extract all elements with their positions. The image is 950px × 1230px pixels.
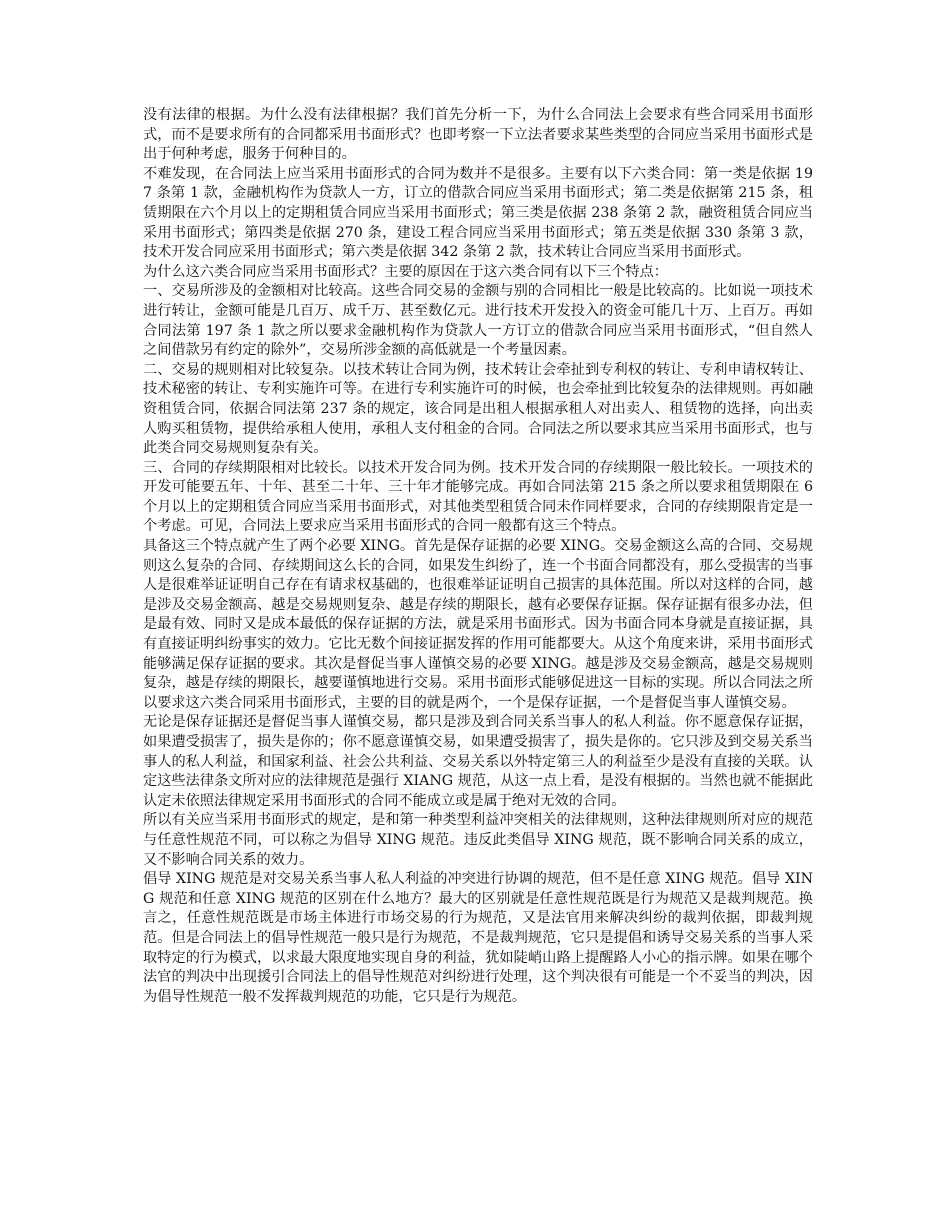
document-body [143,106,813,1007]
paragraph-advocacy-norm: 所以有关应当采用书面形式的规定，是和第一种类型利益冲突相关的法律规则，这种法律规则所对应的规范与任意性规范不同，可以称之为倡导 XING 规范。违反此类倡导 XING 规范，既不影响合同关系的成立，又不影响合同关系的效力。 [143,812,813,868]
paragraph-feature-one: 一、交易所涉及的金额相对比较高。这些合同交易的金额与别的合同相比一般是比较高的。比如说一项技术进行转让，金额可能是几百万、成千万、甚至数亿元。进行技术开发投入的资金可能几十万、上百万。再如合同法第 197 条 1 款之所以要求金融机构作为贷款人一方订立的借款合同应当采用书面形式，“但自然人之间借款另有约定的除外”，交易所涉金额的高低就是一个考量因素。 [143,283,813,359]
paragraph-six-types: 不难发现，在合同法上应当采用书面形式的合同为数并不是很多。主要有以下六类合同：第一类是依据 197 条第 1 款，金融机构作为贷款人一方，订立的借款合同应当采用书面形式；第二类是依据第 215 条，租赁期限在六个月以上的定期租赁合同应当采用书面形式；第三类是依据 238 条第 2 款，融资租赁合同应当采用书面形式；第四类是依据 270 条，建设工程合同应当采用书面形式；第五类是依据 330 条第 3 款，技术开发合同应采用书面形式；第六类是依据 342 条第 2 款，技术转让合同应当采用书面形式。 [143,165,813,261]
paragraph-feature-three: 三、合同的存续期限相对比较长。以技术开发合同为例。技术开发合同的存续期限一般比较长。一项技术的开发可能要五年、十年、甚至二十年、三十年才能够完成。再如合同法第 215 条之所以要求租赁期限在 6 个月以上的定期租赁合同应当采用书面形式，对其他类型租赁合同未作同样要求，合同的存续期限肯定是一个考虑。可见，合同法上要求应当采用书面形式的合同一般都有这三个特点。 [143,459,813,535]
paragraph-private-interest: 无论是保存证据还是督促当事人谨慎交易，都只是涉及到合同关系当事人的私人利益。你不愿意保存证据，如果遭受损害了，损失是你的；你不愿意谨慎交易，如果遭受损害了，损失是你的。它只涉及到交易关系当事人的私人利益，和国家利益、社会公共利益、交易关系以外特定第三人的利益至少是没有直接的关联。认定这些法律条文所对应的法律规范是强行 XIANG 规范，从这一点上看，是没有根据的。当然也就不能据此认定未依照法律规定采用书面形式的合同不能成立或是属于绝对无效的合同。 [143,714,813,809]
paragraph-feature-two: 二、交易的规则相对比较复杂。以技术转让合同为例，技术转让会牵扯到专利权的转让、专利申请权转让、技术秘密的转让、专利实施许可等。在进行专利实施许可的时候，也会牵扯到比较复杂的法律规则。再如融资租赁合同，依据合同法第 237 条的规定，该合同是出租人根据承租人对出卖人、租赁物的选择，向出卖人购买租赁物，提供给承租人使用，承租人支付租金的合同。合同法之所以要求其应当采用书面形式，也与此类合同交易规则复杂有关。 [143,361,813,457]
paragraph-intro: 没有法律的根据。为什么没有法律根据？我们首先分析一下，为什么合同法上会要求有些合同采用书面形式，而不是要求所有的合同都采用书面形式？也即考察一下立法者要求某些类型的合同应当采用书面形式是出于何种考虑，服务于何种目的。 [143,107,813,163]
paragraph-two-necessities: 具备这三个特点就产生了两个必要 XING。首先是保存证据的必要 XING。交易金额这么高的合同、交易规则这么复杂的合同、存续期间这么长的合同，如果发生纠纷了，连一个书面合同都没有，那么受损害的当事人是很难举证证明自己存在有请求权基础的，也很难举证证明自己损害的具体范围。所以对这样的合同，越是涉及交易金额高、越是交易规则复杂、越是存续的期限长，越有必要保存证据。保存证据有很多办法，但是最有效、同时又是成本最低的保存证据的方法，就是采用书面形式。因为书面合同本身就是直接证据，具有直接证明纠纷事实的效力。它比无数个间接证据发挥的作用可能都要大。从这个角度来讲，采用书面形式能够满足保存证据的要求。其次是督促当事人谨慎交易的必要 XING。越是涉及交易金额高，越是交易规则复杂，越是存续的期限长，越要谨慎地进行交易。采用书面形式能够促进这一目标的实现。所以合同法之所以要求这六类合同采用书面形式，主要的目的就是两个，一个是保存证据，一个是督促当事人谨慎交易。 [143,538,813,711]
paragraph-question: 为什么这六类合同应当采用书面形式？主要的原因在于这六类合同有以下三个特点： [143,263,668,280]
paragraph-norm-distinction: 倡导 XING 规范是对交易关系当事人私人利益的冲突进行协调的规范，但不是任意 XING 规范。倡导 XING 规范和任意 XING 规范的区别在什么地方？最大的区别就是任意性规范既是行为规范又是裁判规范。换言之，任意性规范既是市场主体进行市场交易的行为规范，又是法官用来解决纠纷的裁判依据，即裁判规范。但是合同法上的倡导性规范一般只是行为规范，不是裁判规范，它只是提倡和诱导交易关系的当事人采取特定的行为模式，以求最大限度地实现自身的利益，犹如陡峭山路上提醒路人小心的指示牌。如果在哪个法官的判决中出现援引合同法上的倡导性规范对纠纷进行处理，这个判决很有可能是一个不妥当的判决，因为倡导性规范一般不发挥裁判规范的功能，它只是行为规范。 [143,871,813,1005]
